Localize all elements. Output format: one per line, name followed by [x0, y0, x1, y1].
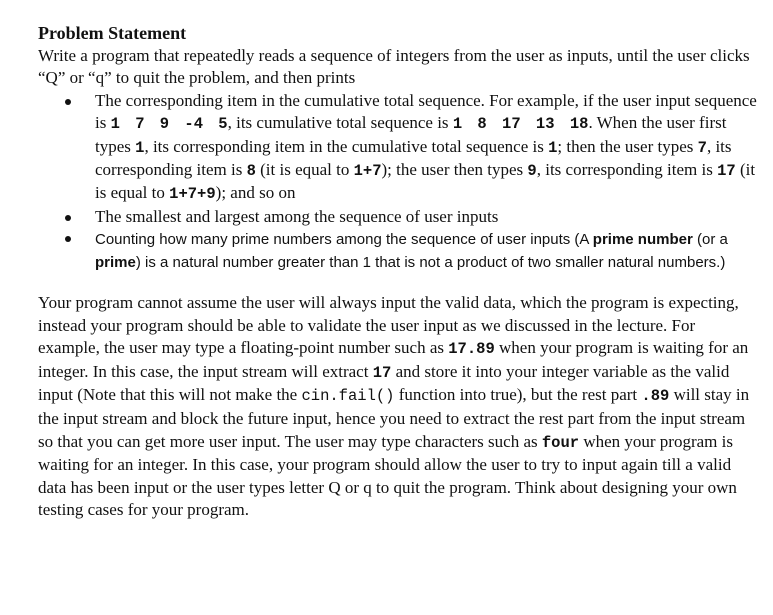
spacer: [38, 273, 758, 292]
text-run: , its corresponding item is: [536, 160, 718, 180]
list-item-cumulative-total: [38, 90, 758, 206]
text-run: ) is a natural number greater than 1 that is not a product of two smaller natural numbers.): [135, 253, 726, 271]
bold-term: prime: [95, 253, 136, 271]
text-run: ); the user then types: [381, 160, 528, 180]
code-value: 1+7+9: [169, 185, 216, 204]
code-input-sequence: 1 7 9 -4 5: [110, 115, 228, 134]
code-value: four: [541, 433, 580, 452]
code-value: 1: [548, 138, 558, 157]
text-run: The smallest and largest among the sequence of user inputs: [95, 206, 499, 226]
code-value: .89: [641, 387, 670, 406]
code-value: 17: [372, 363, 392, 382]
text-run: and store it into your integer variable as the valid input (Note that this will not make the: [38, 361, 730, 405]
prime-description: [95, 231, 728, 270]
list-item-prime-count: [38, 228, 758, 273]
requirements-list: [38, 90, 758, 273]
intro-text: Write a program that repeatedly reads a sequence of integers from the user as inputs, until the user clicks “Q” or “q” to quit the problem, and then prints: [38, 46, 750, 88]
text-run: when your program is waiting for an integer. In this case, your program should allow the user to try to input again till a valid data has been input or the user types letter Q or q to quit the program. Think about designing your own testing cases for your program.: [38, 431, 737, 520]
text-run: ); and so on: [215, 183, 296, 203]
text-run: function into true), but the rest part: [394, 385, 642, 405]
text-run: Counting how many prime numbers among the sequence of user inputs (A: [95, 231, 593, 249]
text-run: . When the user first types: [95, 113, 727, 156]
text-run: , its corresponding item is: [95, 136, 732, 180]
text-run: (it is equal to: [95, 160, 756, 203]
code-value: 1+7: [353, 162, 382, 181]
validation-paragraph: [38, 292, 758, 522]
code-value: 9: [527, 162, 537, 181]
text-run: (it is equal to: [255, 160, 354, 180]
bold-term: prime number: [592, 231, 693, 249]
code-output-sequence: 1 8 17 13 18: [452, 115, 589, 134]
code-value: 1: [135, 138, 145, 157]
text-run: , its cumulative total sequence is: [227, 113, 453, 133]
text-run: when your program is waiting for an integer. In this case, the input stream will extract: [38, 338, 749, 381]
document-page: [38, 22, 758, 522]
text-run: Your program cannot assume the user will always input the valid data, which the program is expecting, instead your program should be able to validate the user input as we discussed in the lecture. For example, the user may type a floating-point number such as: [38, 293, 739, 358]
code-value: 17.89: [448, 340, 495, 359]
text-run: (or a: [692, 231, 728, 249]
code-value: 8: [246, 162, 256, 181]
text-run: will stay in the input stream and block the future input, hence you need to extract the rest part from the input stream so that you can get more user input. The user may type characters such as: [38, 385, 750, 451]
intro-paragraph: [38, 45, 758, 90]
list-item-min-max: [38, 206, 758, 228]
code-function: cin.fail(): [301, 387, 395, 406]
code-value: 17: [717, 162, 736, 181]
bullet-icon: [65, 215, 71, 221]
bullet-icon: [65, 99, 71, 105]
text-run: ; then the user types: [557, 136, 698, 156]
text-run: The corresponding item in the cumulative total sequence. For example, if the user input sequence is: [95, 90, 757, 133]
code-value: 7: [697, 138, 707, 157]
bullet-icon: [65, 236, 71, 242]
text-run: , its corresponding item in the cumulative total sequence is: [144, 136, 549, 156]
section-heading: Problem Statement: [38, 23, 187, 43]
